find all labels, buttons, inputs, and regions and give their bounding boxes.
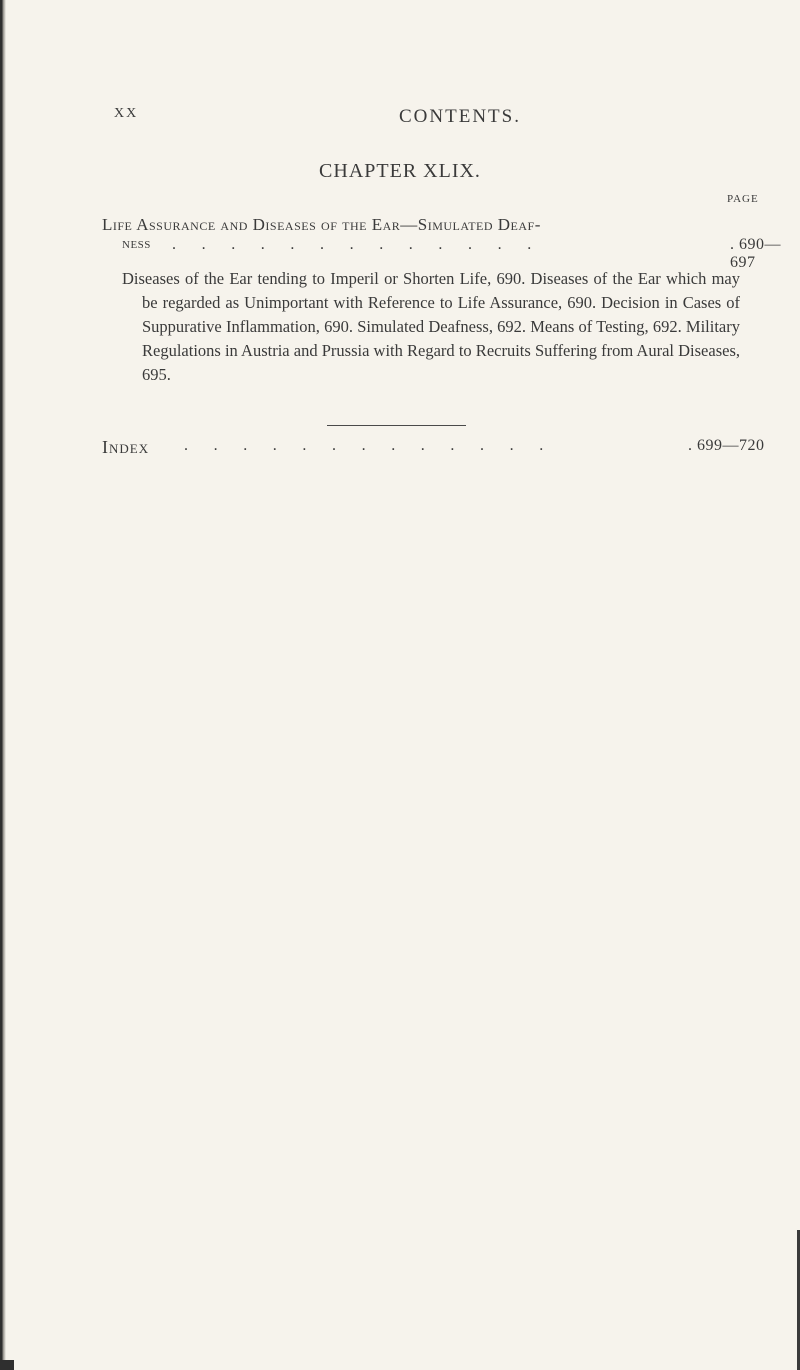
index-label: Index xyxy=(102,437,150,457)
page-column-label: PAGE xyxy=(727,193,759,205)
chapter-page-range: . 690—697 xyxy=(730,236,781,271)
page-corner xyxy=(0,1360,14,1370)
running-head xyxy=(114,106,674,130)
section-divider xyxy=(327,425,466,426)
chapter-summary: Diseases of the Ear tending to Imperil or Shorten Life, 690. Diseases of the Ear which may be regarded as Unimportant with Reference to Life Assurance, 690. Decision in Cases of Suppurative Inflammation, 690. Simulated Deafness, 692. Means of Testing, 692. Military Regulations in Austria and Prussia with Regard to Recruits Suffering from Aural Diseases, 695. xyxy=(122,269,740,384)
chapter-heading: CHAPTER XLIX. xyxy=(319,160,481,182)
running-title: CONTENTS. xyxy=(399,106,521,127)
index-dot-leaders: . . . . . . . . . . . . . xyxy=(184,437,554,454)
chapter-title-line2: ness xyxy=(122,236,151,252)
dot-leaders: . . . . . . . . . . . . . xyxy=(172,236,542,253)
index-page-range: . 699—720 xyxy=(688,437,765,454)
page-binding-edge xyxy=(0,0,6,1370)
page-number: XX xyxy=(114,106,139,121)
index-entry xyxy=(102,437,792,461)
chapter-title-continuation xyxy=(122,236,782,271)
chapter-title: Life Assurance and Diseases of the Ear—Simulated Deaf- xyxy=(102,215,541,234)
